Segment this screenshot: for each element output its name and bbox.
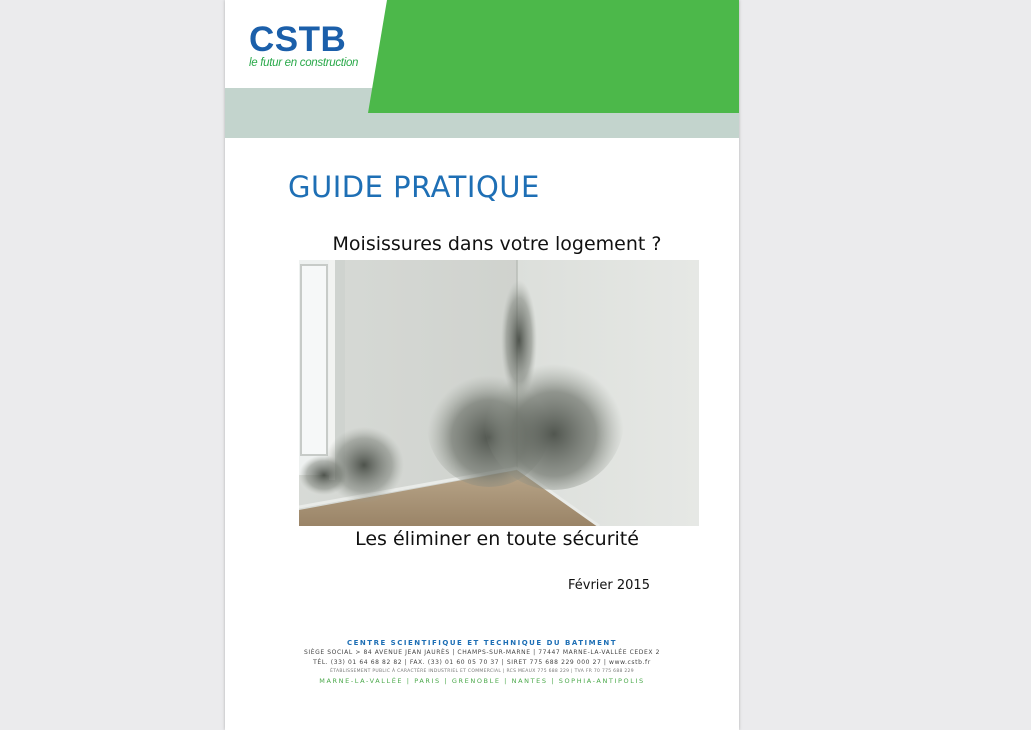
footer-address: SIÈGE SOCIAL > 84 AVENUE JEAN JAURÈS | CHAMPS-SUR-MARNE | 77447 MARNE-LA-VALLÉE CEDEX 2 [303,649,661,656]
footer-contact: TÉL. (33) 01 64 68 82 82 | FAX. (33) 01 60 05 70 37 | SIRET 775 688 229 000 27 | www.cstb.fr [313,659,651,666]
guide-heading: GUIDE PRATIQUE [288,170,540,204]
footer-cities: MARNE-LA-VALLÉE | PARIS | GRENOBLE | NANTES | SOPHIA-ANTIPOLIS [319,677,645,685]
mold-room-photo [299,260,699,526]
document-page [225,0,739,730]
publication-date: Février 2015 [568,578,650,593]
cstb-logo [249,22,361,69]
footer-organization: CENTRE SCIENTIFIQUE ET TECHNIQUE DU BATIMENT [347,639,617,647]
document-title: Moisissures dans votre logement ? [332,233,662,255]
footer-legal: ÉTABLISSEMENT PUBLIC À CARACTÈRE INDUSTRIEL ET COMMERCIAL | RCS MEAUX 775 688 229 | TVA FR 70 775 688 229 [330,669,634,674]
footer [225,638,739,686]
logo-tagline: le futur en construction [249,57,359,69]
logo-name: CSTB [249,20,347,59]
document-subtitle: Les éliminer en toute sécurité [355,528,639,550]
